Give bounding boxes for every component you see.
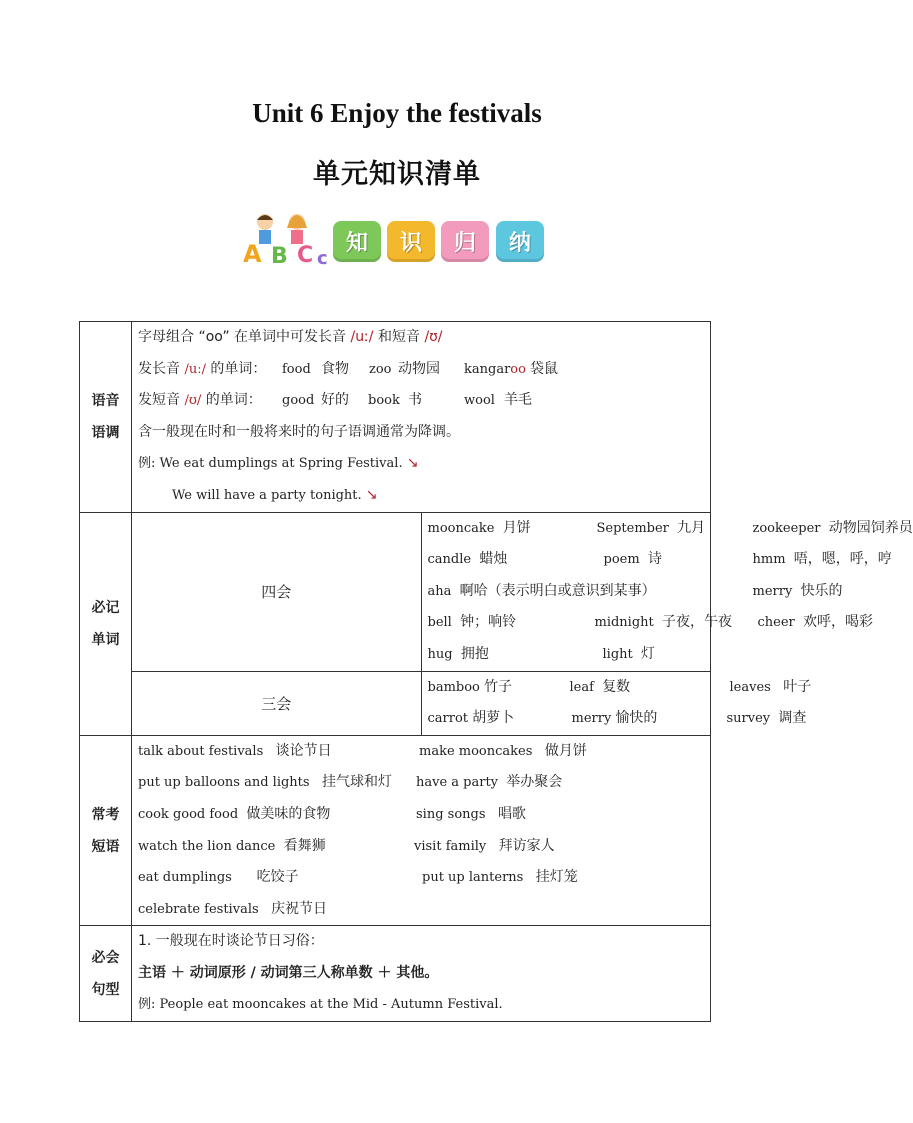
page-subtitle: 单元知识清单: [313, 159, 481, 190]
vocab-row: hug 拥抱 light 灯: [427, 645, 655, 662]
category-sentences: 必会 句型: [80, 926, 132, 1022]
vocab-row: aha 啊哈（表示明白或意识到某事） merry 快乐的: [427, 582, 843, 599]
svg-text:C: C: [297, 243, 314, 268]
banner-tile-shi: 识: [387, 221, 435, 262]
vocab-row: bell 钟；响铃 midnight 子夜，午夜 cheer 欢呼，喝彩: [427, 614, 874, 631]
row-phrases: [80, 735, 711, 926]
phrase-row: celebrate festivals 庆祝节日: [138, 900, 328, 917]
knowledge-banner: [241, 210, 551, 269]
phonetics-line-2: 发长音 /uː/ 的单词： food 食物 zoo 动物园 kangaroo 袋鼠: [138, 360, 558, 377]
row-sentences: [80, 926, 711, 1022]
phonetics-line-3: 发短音 /ʊ/ 的单词： good 好的 book 书 wool 羊毛: [138, 392, 532, 409]
sentence-line-1: 1. 一般现在时谈论节日习俗：: [138, 933, 324, 950]
category-phrases: 常考 短语: [80, 735, 132, 926]
phonetics-line-1: 字母组合 “oo” 在单词中可发长音 /uː/ 和短音 /ʊ/: [138, 329, 443, 345]
vocab-three-content: [421, 671, 812, 735]
abc-kids-icon: [241, 210, 333, 269]
sentence-pattern: 主语 ＋ 动词原形 / 动词第三人称单数 ＋ 其他。: [138, 964, 439, 981]
phonetics-line-5: 例: We eat dumplings at Spring Festival. ↘: [138, 455, 419, 472]
banner-tile-zhi: 知: [333, 221, 381, 262]
sentences-content: [132, 926, 711, 1022]
svg-text:B: B: [271, 244, 288, 269]
phrases-content: [132, 735, 711, 926]
banner-tile-na: 纳: [496, 221, 544, 262]
svg-text:A: A: [243, 240, 262, 268]
svg-text:c: c: [317, 248, 328, 269]
vocab-row: bamboo 竹子 leaf 复数 leaves 叶子: [427, 678, 812, 695]
vocab-three-label: 三会: [132, 671, 422, 735]
phrase-row: watch the lion dance 看舞狮 visit family 拜访家人: [138, 837, 555, 854]
vocab-four-label: 四会: [132, 512, 422, 671]
banner-tile-gui: 归: [441, 221, 489, 262]
phrase-row: put up balloons and lights 挂气球和灯 have a party 举办聚会: [138, 774, 563, 791]
row-vocab-three: [80, 671, 711, 735]
knowledge-table: [79, 321, 913, 1022]
phonetics-line-6: We will have a party tonight. ↘: [172, 486, 378, 503]
row-vocab-four: [80, 512, 711, 671]
category-vocab: 必记 单词: [80, 512, 132, 735]
vocab-row: mooncake 月饼 September 九月 zookeeper 动物园饲养员: [427, 519, 913, 536]
vocab-row: candle 蜡烛 poem 诗 hmm 唔，嗯，呼，哼: [427, 551, 892, 568]
category-phonetics: 语音 语调: [80, 322, 132, 513]
falling-intonation-icon: ↘: [406, 455, 419, 472]
vocab-four-content: [421, 512, 913, 671]
phrase-row: eat dumplings 吃饺子 put up lanterns 挂灯笼: [138, 869, 578, 886]
page-title: Unit 6 Enjoy the festivals: [252, 98, 542, 128]
falling-intonation-icon: ↘: [365, 486, 378, 503]
phonetics-line-4: 含一般现在时和一般将来时的句子语调通常为降调。: [138, 423, 460, 440]
sentence-example: 例: People eat mooncakes at the Mid - Autumn Festival.: [138, 997, 503, 1013]
phrase-row: talk about festivals 谈论节日 make mooncakes 做月饼: [138, 742, 587, 759]
row-phonetics: [80, 322, 711, 513]
phrase-row: cook good food 做美味的食物 sing songs 唱歌: [138, 805, 526, 822]
vocab-row: carrot 胡萝卜 merry 愉快的 survey 调查: [427, 710, 807, 727]
phonetics-content: [132, 322, 711, 513]
